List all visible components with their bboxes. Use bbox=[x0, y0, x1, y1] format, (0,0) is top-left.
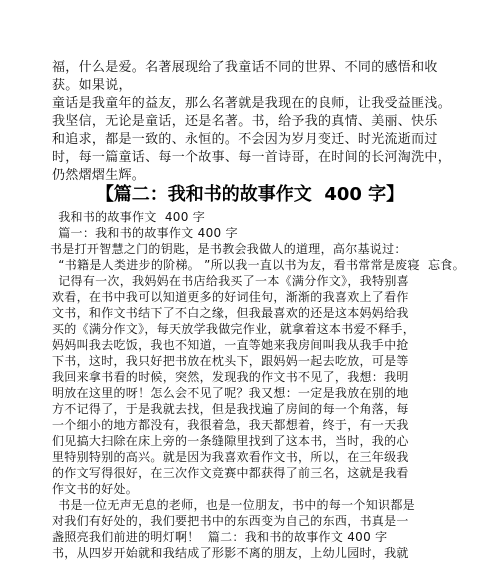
intro-line-3: 童话是我童年的益友，那么名著就是我现在的良师，让我受益匪浅。 bbox=[52, 96, 452, 111]
essay-line: 对我们有好处的，我们要把书中的东西变为自己的东西，书真是一 bbox=[52, 514, 409, 528]
essay-line: 方不记得了，于是我就去找，但是我找遍了房间的每一个角落，每 bbox=[52, 402, 409, 416]
essay-line: 买的《满分作文》，每天放学我做完作业，就拿着这本书爱不释手， bbox=[52, 322, 416, 336]
essay-line: 下书，这时，我只好把书放在枕头下，跟妈妈一起去吃放，可是等 bbox=[52, 354, 409, 368]
essay-line: 妈妈叫我去吃饭，我也不知道，一直等她来我房间叫我从我手中抢 bbox=[52, 338, 409, 352]
essay-line: 里特别特别的高兴。就是因为我喜欢看作文书，所以，在三年级我 bbox=[52, 450, 409, 464]
essay-line: 作文书的好处。 bbox=[52, 482, 139, 496]
essay-line: 一个细小的地方都没有，我很着急，我天都想着，终于，有一天我 bbox=[52, 418, 409, 432]
intro-line-1: 福，什么是爱。名著展现给了我童话不同的世界、不同的感悟和收 bbox=[52, 60, 438, 75]
essay-line: 书是一位无声无息的老师，也是一位朋友，书中的每一个知识都是 bbox=[50, 498, 415, 512]
essay-line: 记得有一次，我妈妈在书店给我买了一本《满分作文》，我特别喜 bbox=[50, 274, 409, 288]
intro-line-7: 仍然熠熠生辉。 bbox=[52, 168, 146, 183]
essay-line: 书是打开智慧之门的钥匙，是书教会我做人的道理，高尔基说过： bbox=[50, 242, 407, 256]
essay-line: 盏照亮我们前进的明灯啊！ 篇二：我和书的故事作文 400 字 bbox=[52, 530, 388, 544]
intro-line-4: 我坚信，无论是童话，还是名著。书，给予我的真情、美丽、快乐 bbox=[52, 114, 438, 129]
intro-line-5: 和追求，都是一致的、永恒的。不会因为岁月变迁、时光流逝而过 bbox=[52, 132, 438, 147]
section-heading: 【篇二：我和书的故事作文 400 字】 bbox=[95, 184, 405, 205]
intro-line-6: 时，每一篇童话、每一个故事、每一首诗哥，在时间的长河淘洗中， bbox=[52, 150, 452, 165]
essay-line: 明放在这里的呀！怎么会不见了呢？我又想：一定是我放在别的地 bbox=[52, 386, 409, 400]
essay-line: 书，从四岁开始就和我结成了形影不离的朋友，上幼儿园时，我就 bbox=[52, 546, 409, 560]
essay-subtitle-line: 篇一：我和书的故事作文 400 字 bbox=[50, 226, 238, 240]
intro-line-2: 获。如果说， bbox=[52, 78, 132, 93]
essay-title-line: 我和书的故事作文 400 字 bbox=[50, 210, 206, 224]
essay-line: “书籍是人类进步的阶梯。 ”所以我一直以书为友，看书常常是废寝 忘食。 bbox=[50, 258, 465, 272]
essay-line: 们见搞大扫除在床上旁的一条缝隙里找到了这本书，当时，我的心 bbox=[52, 434, 409, 448]
essay-line: 我回来拿书看的时候，突然，发现我的作文书不见了，我想：我明 bbox=[52, 370, 409, 384]
essay-line: 文书，和作文书结下了不白之缘，但我最喜欢的还是这本妈妈给我 bbox=[52, 306, 409, 320]
essay-line: 欢看，在书中我可以知道更多的好词佳句，渐渐的我喜欢上了看作 bbox=[52, 290, 409, 304]
essay-line: 的作文写得很好，在三次作文竞赛中都获得了前三名，这就是我看 bbox=[52, 466, 409, 480]
